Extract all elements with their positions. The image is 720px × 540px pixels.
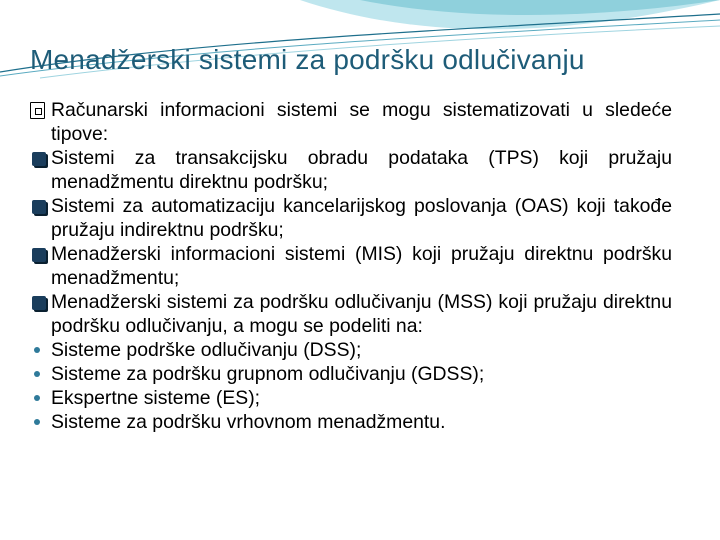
q-bullet-icon: [30, 242, 48, 266]
dot-bullet-icon: [30, 338, 48, 362]
list-item: [30, 242, 672, 290]
q-bullet-icon: [30, 146, 48, 170]
list-item: [30, 194, 672, 242]
list-item-text: Sistemi za transakcijsku obradu podataka (TPS) koji pružaju menadžmentu direktnu podršku;: [51, 147, 672, 193]
dot-bullet-icon: [30, 386, 48, 410]
list-item-text: Sisteme podrške odlučivanju (DSS);: [51, 339, 362, 361]
q-bullet-icon: [30, 290, 48, 314]
list-item: [30, 290, 672, 338]
slide-title: Menadžerski sistemi za podršku odlučivanju: [30, 44, 585, 75]
dot-bullet-icon: [30, 410, 48, 434]
box-icon: [30, 98, 48, 122]
list-item-text: Sisteme za podršku vrhovnom menadžmentu.: [51, 411, 446, 433]
list-item-text: Sisteme za podršku grupnom odlučivanju (GDSS);: [51, 363, 485, 385]
q-bullet-icon: [30, 194, 48, 218]
sub-list-item: [30, 362, 672, 386]
sub-list-item: [30, 410, 672, 434]
list-item-text: Računarski informacioni sistemi se mogu sistematizovati u sledeće tipove:: [51, 99, 672, 145]
list-item-text: Sistemi za automatizaciju kancelarijskog poslovanja (OAS) koji takođe pružaju indirektnu podršku;: [51, 195, 672, 241]
bullet-list: [30, 98, 672, 434]
dot-bullet-icon: [30, 362, 48, 386]
list-item: [30, 146, 672, 194]
list-item-text: Menadžerski sistemi za podršku odlučivanju (MSS) koji pružaju direktnu podršku odlučivanju, a mogu se podeliti na:: [51, 291, 672, 337]
sub-list-item: [30, 386, 672, 410]
list-item: [30, 98, 672, 146]
list-item-text: Menadžerski informacioni sistemi (MIS) koji pružaju direktnu podršku menadžmentu;: [51, 243, 672, 289]
list-item-text: Ekspertne sisteme (ES);: [51, 387, 261, 409]
sub-list-item: [30, 338, 672, 362]
